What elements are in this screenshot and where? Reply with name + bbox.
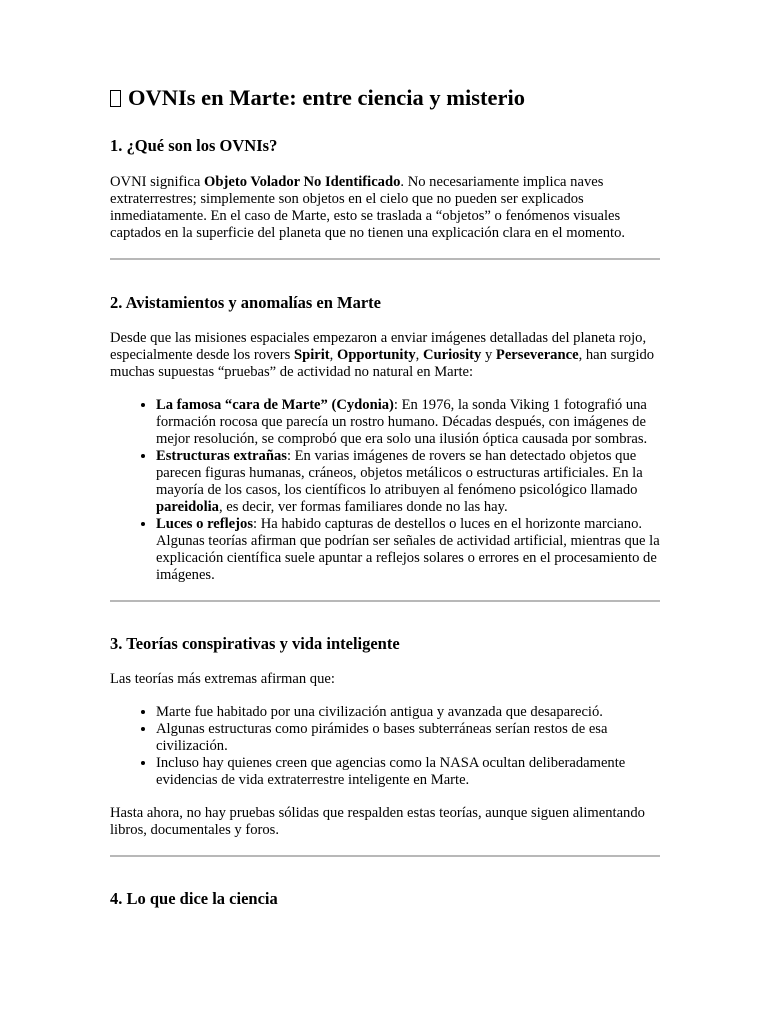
page-title: OVNIs en Marte: entre ciencia y misterio xyxy=(128,85,525,110)
section-1-paragraph: OVNI significa Objeto Volador No Identificado. No necesariamente implica naves extraterrestres; simplemente son objetos en el cielo que no pueden ser explicados inmediatamente. En el caso de Marte, esto se traslada a “objetos” o fenómenos visuales captados en la superficie del planeta que no tienen una explicación clara en el momento. xyxy=(110,174,626,241)
page-title-heading xyxy=(110,84,660,112)
divider-1 xyxy=(110,258,660,260)
divider-3 xyxy=(110,855,660,857)
document-content xyxy=(110,84,660,909)
list-item: • Marte fue habitado por una civilización antigua y avanzada que desapareció. xyxy=(156,704,660,721)
section-3-intro: Las teorías más extremas afirman que: xyxy=(110,671,335,687)
section-1-heading: 1. ¿Qué son los OVNIs? xyxy=(110,136,278,155)
section-2-heading: 2. Avistamientos y anomalías en Marte xyxy=(110,293,382,312)
list-item: • La famosa “cara de Marte” (Cydonia): En 1976, la sonda Viking 1 fotografió una formación rocosa que parecía un rostro humano. Décadas después, con imágenes de mejor resolución, se comprobó que era solo una ilusión óptica causada por sombras. xyxy=(156,397,660,448)
missing-glyph-icon xyxy=(110,90,121,107)
section-4-heading: 4. Lo que dice la ciencia xyxy=(110,889,278,908)
section-3-outro: Hasta ahora, no hay pruebas sólidas que respalden estas teorías, aunque siguen alimentando libros, documentales y foros. xyxy=(110,805,645,838)
list-item: • Incluso hay quienes creen que agencias como la NASA ocultan deliberadamente evidencias de vida extraterrestre inteligente en Marte. xyxy=(156,755,660,789)
list-item: • Estructuras extrañas: En varias imágenes de rovers se han detectado objetos que parecen figuras humanas, cráneos, objetos metálicos o estructuras artificiales. En la mayoría de los casos, los científicos lo atribuyen al fenómeno psicológico llamado pareidolia, es decir, ver formas familiares donde no las hay. xyxy=(156,448,660,516)
section-2-list xyxy=(110,397,660,584)
divider-2 xyxy=(110,600,660,602)
section-2-intro: Desde que las misiones espaciales empezaron a enviar imágenes detalladas del planeta rojo, especialmente desde los rovers Spirit, Opportunity, Curiosity y Perseverance, han surgido muchas supuestas “pruebas” de actividad no natural en Marte: xyxy=(110,330,655,380)
section-3-list xyxy=(110,704,660,789)
list-item: • Algunas estructuras como pirámides o bases subterráneas serían restos de esa civilización. xyxy=(156,721,660,755)
section-3-heading: 3. Teorías conspirativas y vida inteligente xyxy=(110,634,400,653)
list-item: • Luces o reflejos: Ha habido capturas de destellos o luces en el horizonte marciano. Algunas teorías afirman que podrían ser señales de actividad artificial, mientras que la explicación científica suele apuntar a reflejos solares o errores en el procesamiento de imágenes. xyxy=(156,516,660,584)
